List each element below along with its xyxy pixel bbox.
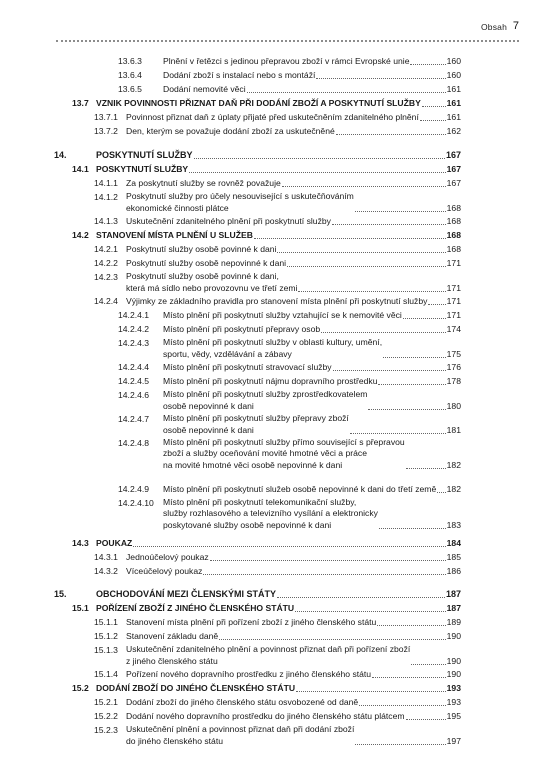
toc-entry-title: Víceúčelový poukaz <box>126 566 203 576</box>
toc-entry-title: Za poskytnutí služby se rovněž považuje <box>126 178 281 188</box>
toc-dot-leader <box>203 574 445 575</box>
toc-dot-leader <box>298 291 445 292</box>
toc-entry <box>118 390 461 412</box>
toc-entry <box>118 376 461 387</box>
toc-entry-title <box>118 389 367 412</box>
toc-entry-page: 160 <box>446 56 461 66</box>
toc-entry-title: OBCHODOVÁNÍ MEZI ČLENSKÝMI STÁTY <box>96 589 277 599</box>
toc-entry-title-line: na movité hmotné věci osobě nepovinné k dani <box>163 459 343 470</box>
toc-entry-number: 15.2.1 <box>94 697 118 707</box>
toc-entry-page: 187 <box>446 603 461 613</box>
toc-entry-page: 167 <box>446 178 461 188</box>
toc-entry-number: 14.1 <box>72 164 89 174</box>
toc-entry <box>118 362 461 373</box>
toc-entry-title: POSKYTNUTÍ SLUŽBY <box>96 150 193 160</box>
toc-entry-number: 14.2.4.7 <box>118 414 150 424</box>
toc-entry-title-line: osobě nepovinné k dani <box>163 424 254 435</box>
toc-dot-leader <box>383 357 446 358</box>
toc-entry-number: 15.1.1 <box>94 617 118 627</box>
toc-entry <box>94 296 461 307</box>
toc-dot-leader <box>379 528 446 529</box>
running-header-title: Obsah <box>480 22 507 32</box>
toc-entry <box>94 645 461 667</box>
toc-entry <box>118 324 461 335</box>
toc-entry-title-line: Místo plnění při poskytnutí telekomunikační služby, <box>163 496 357 507</box>
toc-entry-title-line: Uskutečnění plnění a povinnost přiznat daň při dodání zboží <box>126 724 355 734</box>
toc-entry-page: 193 <box>446 697 461 707</box>
toc-entry-title-line: která má sídlo nebo provozovnu ve třetí zemi <box>126 282 298 293</box>
toc-entry-title: Dodání zboží s instalací nebo s montáží <box>163 70 316 80</box>
toc-entry-number: 13.7.1 <box>94 112 118 122</box>
toc-entry-number: 13.7 <box>72 98 89 108</box>
toc-dot-leader <box>355 744 445 745</box>
toc-dot-leader <box>422 106 446 107</box>
toc-entry-number: 15.2.2 <box>94 711 118 721</box>
toc-entry-number: 14.1.1 <box>94 178 118 188</box>
toc-entry <box>72 683 461 694</box>
toc-entry <box>118 84 461 95</box>
toc-entry-page: 190 <box>446 669 461 679</box>
toc-entry-title: Místo plnění při poskytnutí služby vztahující se k nemovité věci <box>163 310 402 320</box>
toc-entry-page: 181 <box>446 425 461 435</box>
toc-entry <box>72 230 461 241</box>
toc-entry <box>94 272 461 294</box>
toc-dot-leader <box>411 664 445 665</box>
toc-entry-title-line: Uskutečnění zdanitelného plnění a povinnost přiznat daň při pořízení zboží <box>126 644 411 654</box>
toc-entry-title-line: Místo plnění při poskytnutí služby zprostředkovatelem <box>163 389 368 399</box>
toc-dot-leader <box>321 332 446 333</box>
toc-entry-page: 174 <box>446 324 461 334</box>
toc-entry <box>94 216 461 227</box>
toc-entry <box>118 338 461 360</box>
toc-entry <box>118 484 461 495</box>
toc-entry-page: 161 <box>446 112 461 122</box>
toc-entry-number: 14.2.4.2 <box>118 324 150 334</box>
toc-dot-leader <box>219 639 445 640</box>
toc-dot-leader <box>359 705 445 706</box>
toc-entry-number: 14.2.2 <box>94 258 118 268</box>
toc-entry-number: 14.2.4 <box>94 296 118 306</box>
toc-entry-title-line: z jiného členského státu <box>126 655 218 666</box>
toc-dot-leader <box>406 468 446 469</box>
toc-dot-leader <box>247 92 446 93</box>
toc-entry-title-line: ekonomické činnosti plátce <box>126 202 229 213</box>
toc-entry-title: POSKYTNUTÍ SLUŽBY <box>96 164 189 174</box>
toc-entry-number: 14.2 <box>72 230 89 240</box>
toc-entry-page: 184 <box>446 538 461 548</box>
toc-entry-page: 168 <box>446 230 461 240</box>
toc-entry-page: 175 <box>446 349 461 359</box>
toc-entry-title-line: zboží a služby oceňování movité hmotné věci a práce <box>163 448 367 458</box>
toc-entry <box>118 438 461 471</box>
toc-entry-title: Dodání zboží do jiného členského státu osvobozené od daně <box>126 697 359 707</box>
toc-entry-page: 168 <box>446 216 461 226</box>
toc-entry <box>94 552 461 563</box>
toc-entry-number: 15.2 <box>72 683 89 693</box>
toc-entry-title: VZNIK POVINNOSTI PŘIZNAT DAŇ PŘI DODÁNÍ ZBOŽÍ A POSKYTNUTÍ SLUŽBY <box>96 98 421 108</box>
toc-entry-number: 14.2.4.3 <box>118 338 150 348</box>
toc-entry-title: Den, kterým se považuje dodání zboží za uskutečněné <box>126 126 335 136</box>
toc-entry-number: 15.1.3 <box>94 645 118 655</box>
toc-entry-page: 186 <box>446 566 461 576</box>
toc-entry-title-line: poskytované služby osobě nepovinné k dani <box>163 519 332 530</box>
toc-entry-title-line: sportu, vědy, vzdělávání a zábavy <box>163 348 292 359</box>
toc-entry-page: 160 <box>446 70 461 80</box>
toc-entry-number: 14.3.1 <box>94 552 118 562</box>
toc-entry-title-line: služby rozhlasového a televizního vysílání a elektronicky <box>163 508 378 518</box>
toc-entry-title: Plnění v řetězci s jedinou přepravou zboží v rámci Evropské unie <box>163 56 410 66</box>
toc-entry-number: 13.6.5 <box>118 84 142 94</box>
toc-dot-leader <box>277 597 445 598</box>
toc-entry <box>54 589 461 600</box>
toc-entry <box>94 631 461 642</box>
toc-entry <box>54 150 461 161</box>
toc-entry-title-line: Místo plnění při poskytnutí služby přepravy zboží <box>163 413 349 423</box>
toc-entry-title-line: Místo plnění při poskytnutí služby v oblasti kultury, umění, <box>163 337 383 347</box>
toc-entry <box>94 669 461 680</box>
toc-entry-title: POUKAZ <box>96 538 133 548</box>
toc-entry-title: Uskutečnění zdanitelného plnění při poskytnutí služby <box>126 216 331 226</box>
toc-entry-page: 178 <box>446 376 461 386</box>
toc-dot-leader <box>428 304 445 305</box>
toc-entry-title: Místo plnění při poskytnutí přepravy osob <box>163 324 321 334</box>
toc-entry-title: POŘÍZENÍ ZBOŽÍ Z JINÉHO ČLENSKÉHO STÁTU <box>96 603 295 613</box>
toc-entry-number: 14.2.4.4 <box>118 362 150 372</box>
toc-entry <box>94 178 461 189</box>
toc-entry <box>94 244 461 255</box>
toc-entry <box>72 538 461 549</box>
toc-entry-page: 180 <box>446 401 461 411</box>
toc-dot-leader <box>282 186 446 187</box>
toc-entry-page: 167 <box>445 150 461 160</box>
toc-entry-number: 15.1 <box>72 603 89 613</box>
toc-entry-number: 14.2.4.1 <box>118 310 150 320</box>
toc-dot-leader <box>420 120 446 121</box>
toc-entry-number: 15.1.4 <box>94 669 118 679</box>
toc-entry <box>118 70 461 81</box>
toc-entry-number: 15.1.2 <box>94 631 118 641</box>
toc-entry <box>118 414 461 436</box>
toc-entry-title <box>94 191 354 214</box>
toc-entry-page: 168 <box>446 244 461 254</box>
toc-entry-page: 190 <box>446 656 461 666</box>
toc-entry-number: 13.6.4 <box>118 70 142 80</box>
toc-entry-page: 171 <box>446 258 461 268</box>
toc-dot-leader <box>295 611 446 612</box>
toc-entry-title: Poskytnutí služby osobě povinné k dani <box>126 244 277 254</box>
toc-entry-page: 162 <box>446 126 461 136</box>
toc-dot-leader <box>372 677 446 678</box>
toc-entry-number: 15.2.3 <box>94 725 118 735</box>
toc-entry-title: Výjimky ze základního pravidla pro stanovení místa plnění při poskytnutí služby <box>126 296 428 306</box>
toc-entry-page: 183 <box>446 520 461 530</box>
toc-entry-title <box>118 337 382 360</box>
toc-entry <box>94 126 461 137</box>
toc-entry-title-line: do jiného členského státu <box>126 735 223 746</box>
toc-entry-number: 14.2.4.6 <box>118 390 150 400</box>
toc-entry-title-line: osobě nepovinné k dani <box>163 400 254 411</box>
toc-entry-page: 182 <box>446 484 461 494</box>
toc-entry <box>72 98 461 109</box>
toc-entry-title: Dodání nového dopravního prostředku do jiného členského státu plátcem <box>126 711 405 721</box>
toc-dot-leader <box>350 433 446 434</box>
toc-dot-leader <box>406 719 446 720</box>
toc-entry-title: Stanovení základu daně <box>126 631 219 641</box>
toc-entry-page: 176 <box>446 362 461 372</box>
toc-entry-number: 14.2.4.10 <box>118 498 154 508</box>
toc-entry-title: Pořízení nového dopravního prostředku z jiného členského státu <box>126 669 372 679</box>
toc-entry-title <box>94 724 354 747</box>
toc-entry-number: 13.7.2 <box>94 126 118 136</box>
toc-entry-number: 14.2.4.8 <box>118 438 150 448</box>
toc-entry-page: 190 <box>446 631 461 641</box>
toc-entry-title <box>118 413 349 436</box>
toc-dot-leader <box>377 625 445 626</box>
toc-entry-page: 197 <box>446 736 461 746</box>
toc-entry-title <box>118 437 405 472</box>
toc-entry-title: Jednoúčelový poukaz <box>126 552 209 562</box>
toc-entry-page: 161 <box>446 84 461 94</box>
toc-entry-title-line: Poskytnutí služby pro účely nesouvisející s uskutečňováním <box>126 191 354 201</box>
toc-entry-page: 171 <box>446 296 461 306</box>
toc-entry <box>72 164 461 175</box>
toc-entry-title: Místo plnění při poskytnutí stravovací služby <box>163 362 332 372</box>
toc-entry-title: Místo plnění při poskytnutí nájmu dopravního prostředku <box>163 376 378 386</box>
toc-entry-number: 14.1.2 <box>94 192 118 202</box>
toc-dot-leader <box>296 691 446 692</box>
toc-entry-title: Poskytnutí služby osobě nepovinné k dani <box>126 258 287 268</box>
toc-entry-number: 15. <box>54 589 67 599</box>
toc-entry-title <box>118 497 378 532</box>
toc-entry-page: 182 <box>446 460 461 470</box>
toc-entry-number: 13.6.3 <box>118 56 142 66</box>
toc-entry-number: 14.2.1 <box>94 244 118 254</box>
toc-dot-leader <box>287 266 446 267</box>
toc-dot-leader <box>254 238 446 239</box>
toc-entry <box>118 498 461 531</box>
toc-dot-leader <box>410 64 445 65</box>
toc-entry-title <box>94 644 410 667</box>
toc-entry-page: 168 <box>446 203 461 213</box>
toc-dot-leader <box>194 158 445 159</box>
toc-entry-number: 14.2.4.9 <box>118 484 150 494</box>
toc-dot-leader <box>277 252 445 253</box>
toc-entry-page: 189 <box>446 617 461 627</box>
toc-entry <box>94 725 461 747</box>
toc-entry <box>118 56 461 67</box>
toc-entry-title: STANOVENÍ MÍSTA PLNĚNÍ U SLUŽEB <box>96 230 253 240</box>
toc-entry-title-line: Místo plnění při poskytnutí služby přímo související s přepravou <box>163 436 405 447</box>
toc-entry-title: Stanovení místa plnění při pořízení zboží z jiného členského státu <box>126 617 377 627</box>
toc-entry <box>94 617 461 628</box>
toc-entry <box>94 112 461 123</box>
toc-entry-page: 195 <box>446 711 461 721</box>
toc-entry-number: 14. <box>54 150 67 160</box>
toc-entry <box>94 566 461 577</box>
toc-entry-title: Povinnost přiznat daň z úplaty přijaté před uskutečněním zdanitelného plnění <box>126 112 419 122</box>
toc-entry <box>94 192 461 214</box>
toc-entry-page: 167 <box>446 164 461 174</box>
toc-entry-number: 14.2.4.5 <box>118 376 150 386</box>
toc-entry-page: 171 <box>446 310 461 320</box>
toc-entry <box>94 697 461 708</box>
toc-entry-number: 14.3 <box>72 538 89 548</box>
toc-dot-leader <box>403 318 446 319</box>
page-number: 7 <box>512 20 519 32</box>
toc-dot-leader <box>378 384 445 385</box>
toc-entry-title: Místo plnění při poskytnutí služeb osobě nepovinné k dani do třetí země <box>163 484 437 494</box>
toc-dot-leader <box>336 134 446 135</box>
toc-entry-number: 14.3.2 <box>94 566 118 576</box>
toc-dot-leader <box>332 224 446 225</box>
toc-entry-page: 171 <box>446 283 461 293</box>
toc-entry-title <box>94 271 297 294</box>
toc-dot-leader <box>355 211 446 212</box>
toc-dot-leader <box>210 560 446 561</box>
toc-entry-title: Dodání nemovité věci <box>163 84 246 94</box>
toc-entry-title-line: Poskytnutí služby osobě povinné k dani, <box>126 271 279 281</box>
toc-entry-number: 14.1.3 <box>94 216 118 226</box>
toc-entry-number: 14.2.3 <box>94 272 118 282</box>
toc-dot-leader <box>133 546 445 547</box>
toc-entry-page: 185 <box>446 552 461 562</box>
toc-entry <box>94 258 461 269</box>
toc-entry-page: 193 <box>446 683 461 693</box>
toc-dot-leader <box>333 370 446 371</box>
toc-dot-leader <box>189 172 446 173</box>
toc-dot-leader <box>316 78 445 79</box>
toc-dot-leader <box>368 409 445 410</box>
toc-entry-page: 187 <box>445 589 461 599</box>
toc-entry <box>72 603 461 614</box>
toc-entry-page: 161 <box>446 98 461 108</box>
toc-entry-title: DODÁNÍ ZBOŽÍ DO JINÉHO ČLENSKÉHO STÁTU <box>96 683 296 693</box>
toc-entry <box>94 711 461 722</box>
toc-entry <box>118 310 461 321</box>
toc-dot-leader <box>437 492 445 493</box>
